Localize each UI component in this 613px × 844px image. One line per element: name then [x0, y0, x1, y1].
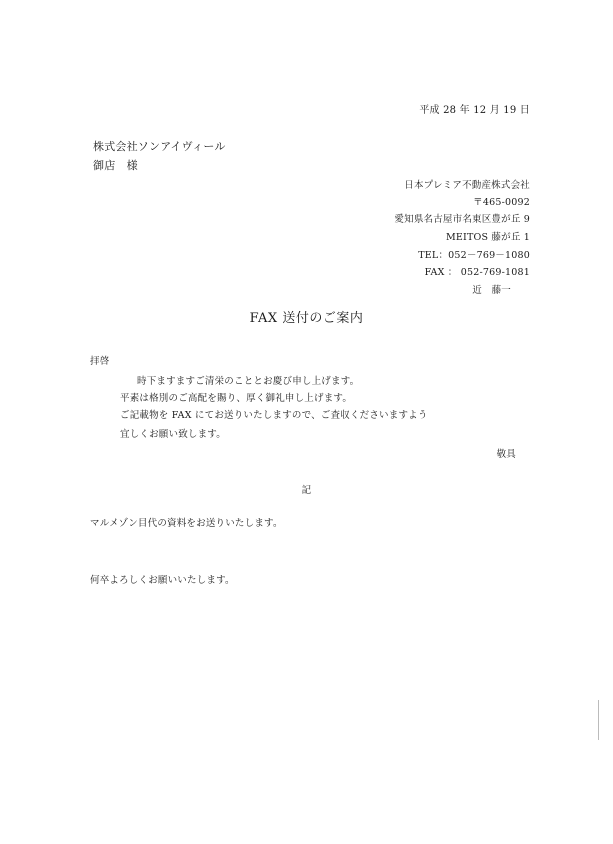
- body-line: ご記載物を FAX にてお送りいたしますので、ご査収くださいますよう: [120, 410, 428, 421]
- sender-person: 近 藤一: [472, 285, 511, 296]
- ki-heading: 記: [301, 485, 312, 496]
- body-line: 時下ますますご清栄のこととお慶び申し上げます。: [137, 376, 360, 387]
- recipient-name: 御店 様: [93, 159, 138, 172]
- closing: 敬具: [496, 449, 516, 460]
- sender-tel: TEL：052－769－1080: [418, 250, 530, 261]
- document-date: 平成 28 年 12 月 19 日: [419, 105, 530, 116]
- final-line: 何卒よろしくお願いいたします。: [90, 575, 235, 586]
- scan-mark: [598, 700, 599, 740]
- sender-building: MEITOS 藤が丘 1: [445, 232, 530, 243]
- sender-company: 日本プレミア不動産株式会社: [404, 180, 530, 191]
- document-title: FAX 送付のご案内: [249, 311, 364, 326]
- salutation: 拝啓: [90, 356, 110, 367]
- sender-postal-code: 〒465-0092: [473, 197, 530, 208]
- sender-fax: FAX ： 052-769-1081: [424, 267, 530, 278]
- body-line: 平素は格別のご高配を賜り、厚く御礼申し上げます。: [120, 393, 353, 404]
- body-line: 宜しくお願い致します。: [120, 429, 226, 440]
- recipient-company: 株式会社ソンアイヴィール: [93, 140, 226, 153]
- detail-line: マルメゾン目代の資料をお送りいたします。: [90, 518, 283, 529]
- sender-address: 愛知県名古屋市名東区豊が丘 9: [394, 214, 530, 225]
